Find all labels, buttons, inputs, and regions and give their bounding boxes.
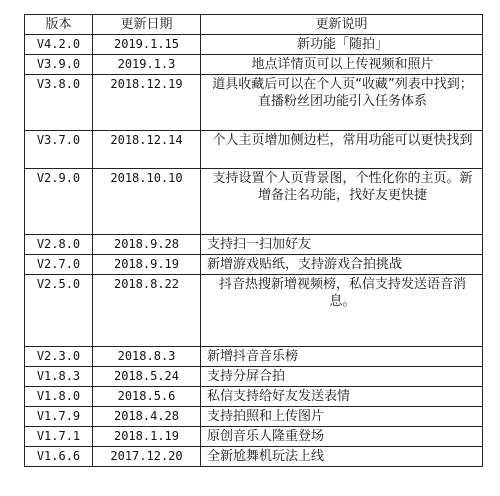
- version-cell: V2.7.0: [25, 255, 93, 275]
- table-row: [25, 347, 483, 367]
- header-version: 版本: [25, 15, 93, 35]
- update-log-table: [24, 14, 483, 467]
- date-cell: 2018.5.24: [93, 367, 201, 387]
- description-cell: 全新尬舞机玩法上线: [201, 447, 483, 467]
- table-row: [25, 75, 483, 131]
- date-cell: 2018.9.28: [93, 235, 201, 255]
- description-cell: 道具收藏后可以在个人页“收藏”列表中找到；直播粉丝团功能引入任务体系: [201, 75, 483, 131]
- date-cell: 2018.12.14: [93, 131, 201, 169]
- date-cell: 2019.1.3: [93, 55, 201, 75]
- table-row: [25, 387, 483, 407]
- table-row: [25, 235, 483, 255]
- version-cell: V3.8.0: [25, 75, 93, 131]
- table-row: [25, 131, 483, 169]
- description-cell: 支持扫一扫加好友: [201, 235, 483, 255]
- version-cell: V2.3.0: [25, 347, 93, 367]
- description-cell: 新功能「随拍」: [201, 35, 483, 55]
- description-cell: 地点详情页可以上传视频和照片: [201, 55, 483, 75]
- table-row: [25, 55, 483, 75]
- header-description: 更新说明: [201, 15, 483, 35]
- version-cell: V2.8.0: [25, 235, 93, 255]
- table-row: [25, 275, 483, 347]
- description-cell: 支持分屏合拍: [201, 367, 483, 387]
- table-row: [25, 367, 483, 387]
- table-row: [25, 407, 483, 427]
- date-cell: 2018.9.19: [93, 255, 201, 275]
- description-cell: 支持设置个人页背景图，个性化你的主页。新增备注名功能，找好友更快捷: [201, 169, 483, 235]
- version-cell: V3.9.0: [25, 55, 93, 75]
- description-cell: 抖音热搜新增视频榜，私信支持发送语音消息。: [201, 275, 483, 347]
- version-cell: V1.7.1: [25, 427, 93, 447]
- table-row: [25, 427, 483, 447]
- description-cell: 新增游戏贴纸，支持游戏合拍挑战: [201, 255, 483, 275]
- version-cell: V3.7.0: [25, 131, 93, 169]
- version-cell: V1.8.3: [25, 367, 93, 387]
- description-cell: 个人主页增加侧边栏，常用功能可以更快找到: [201, 131, 483, 169]
- description-cell: 支持拍照和上传图片: [201, 407, 483, 427]
- date-cell: 2018.10.10: [93, 169, 201, 235]
- header-row: [25, 15, 483, 35]
- version-cell: V1.7.9: [25, 407, 93, 427]
- version-cell: V2.5.0: [25, 275, 93, 347]
- table-row: [25, 169, 483, 235]
- header-date: 更新日期: [93, 15, 201, 35]
- table-container: [24, 14, 483, 467]
- date-cell: 2017.12.20: [93, 447, 201, 467]
- date-cell: 2018.8.22: [93, 275, 201, 347]
- date-cell: 2018.8.3: [93, 347, 201, 367]
- version-cell: V2.9.0: [25, 169, 93, 235]
- date-cell: 2018.1.19: [93, 427, 201, 447]
- date-cell: 2018.4.28: [93, 407, 201, 427]
- description-cell: 新增抖音音乐榜: [201, 347, 483, 367]
- table-row: [25, 35, 483, 55]
- version-cell: V4.2.0: [25, 35, 93, 55]
- date-cell: 2019.1.15: [93, 35, 201, 55]
- table-row: [25, 447, 483, 467]
- table-row: [25, 255, 483, 275]
- description-cell: 原创音乐人隆重登场: [201, 427, 483, 447]
- date-cell: 2018.5.6: [93, 387, 201, 407]
- version-cell: V1.6.6: [25, 447, 93, 467]
- version-cell: V1.8.0: [25, 387, 93, 407]
- date-cell: 2018.12.19: [93, 75, 201, 131]
- description-cell: 私信支持给好友发送表情: [201, 387, 483, 407]
